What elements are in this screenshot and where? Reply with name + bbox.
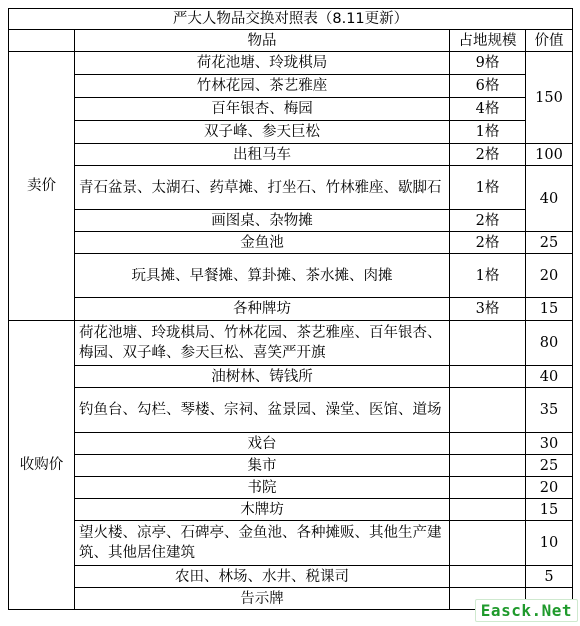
sell-price: 100 (526, 144, 573, 166)
buy-size-blank (450, 499, 526, 521)
buy-price: 35 (526, 388, 573, 433)
sell-price: 40 (526, 166, 573, 232)
sell-item: 玩具摊、早餐摊、算卦摊、茶水摊、肉摊 (75, 254, 450, 298)
sell-item: 双子峰、参天巨松 (75, 121, 450, 144)
buy-item: 钓鱼台、勾栏、琴楼、宗祠、盆景园、澡堂、医馆、道场 (75, 388, 450, 433)
buy-item: 戏台 (75, 433, 450, 455)
buy-size-blank (450, 321, 526, 366)
buy-item: 书院 (75, 477, 450, 499)
buy-item: 荷花池塘、玲珑棋局、竹林花园、茶艺雅座、百年银杏、梅园、双子峰、参天巨松、喜笑严开旗 (75, 321, 450, 366)
buy-size-blank (450, 388, 526, 433)
group-sell-label: 卖价 (9, 52, 75, 321)
buy-price: 40 (526, 366, 573, 388)
sell-size: 2格 (450, 144, 526, 166)
sell-item: 竹林花园、茶艺雅座 (75, 75, 450, 98)
buy-price: 5 (526, 566, 573, 588)
header-blank (9, 30, 75, 52)
sell-item: 各种牌坊 (75, 298, 450, 321)
sell-size: 1格 (450, 254, 526, 298)
header-item: 物品 (75, 30, 450, 52)
sell-size: 1格 (450, 166, 526, 210)
buy-price: 30 (526, 433, 573, 455)
sell-item: 画图桌、杂物摊 (75, 210, 450, 232)
sell-price: 150 (526, 52, 573, 144)
sell-size: 9格 (450, 52, 526, 75)
table-title: 严大人物品交换对照表（8.11更新） (9, 9, 573, 30)
exchange-table (8, 8, 573, 610)
buy-item: 望火楼、凉亭、石碑亭、金鱼池、各种摊贩、其他生产建筑、其他居住建筑 (75, 521, 450, 566)
group-buy-label: 收购价 (9, 321, 75, 610)
sell-price: 15 (526, 298, 573, 321)
buy-item: 集市 (75, 455, 450, 477)
buy-size-blank (450, 433, 526, 455)
sell-size: 4格 (450, 98, 526, 121)
buy-size-blank (450, 566, 526, 588)
buy-item: 油树林、铸钱所 (75, 366, 450, 388)
sell-size: 6格 (450, 75, 526, 98)
buy-price: 20 (526, 477, 573, 499)
buy-size-blank (450, 455, 526, 477)
sell-size: 3格 (450, 298, 526, 321)
buy-price: 80 (526, 321, 573, 366)
buy-price: 15 (526, 499, 573, 521)
buy-item: 木牌坊 (75, 499, 450, 521)
site-watermark: Easck.Net (475, 599, 578, 622)
sell-item: 荷花池塘、玲珑棋局 (75, 52, 450, 75)
buy-item: 农田、林场、水井、税课司 (75, 566, 450, 588)
sell-item: 百年银杏、梅园 (75, 98, 450, 121)
sell-size: 1格 (450, 121, 526, 144)
sell-size: 2格 (450, 232, 526, 254)
sell-item: 青石盆景、太湖石、药草摊、打坐石、竹林雅座、歇脚石 (75, 166, 450, 210)
buy-size-blank (450, 477, 526, 499)
sell-size: 2格 (450, 210, 526, 232)
buy-price: 10 (526, 521, 573, 566)
buy-size-blank (450, 366, 526, 388)
sell-price: 25 (526, 232, 573, 254)
header-size: 占地规模 (450, 30, 526, 52)
sell-item: 金鱼池 (75, 232, 450, 254)
buy-size-blank (450, 521, 526, 566)
buy-price: 25 (526, 455, 573, 477)
header-price: 价值 (526, 30, 573, 52)
sell-price: 20 (526, 254, 573, 298)
buy-item: 告示牌 (75, 588, 450, 610)
sell-item: 出租马车 (75, 144, 450, 166)
